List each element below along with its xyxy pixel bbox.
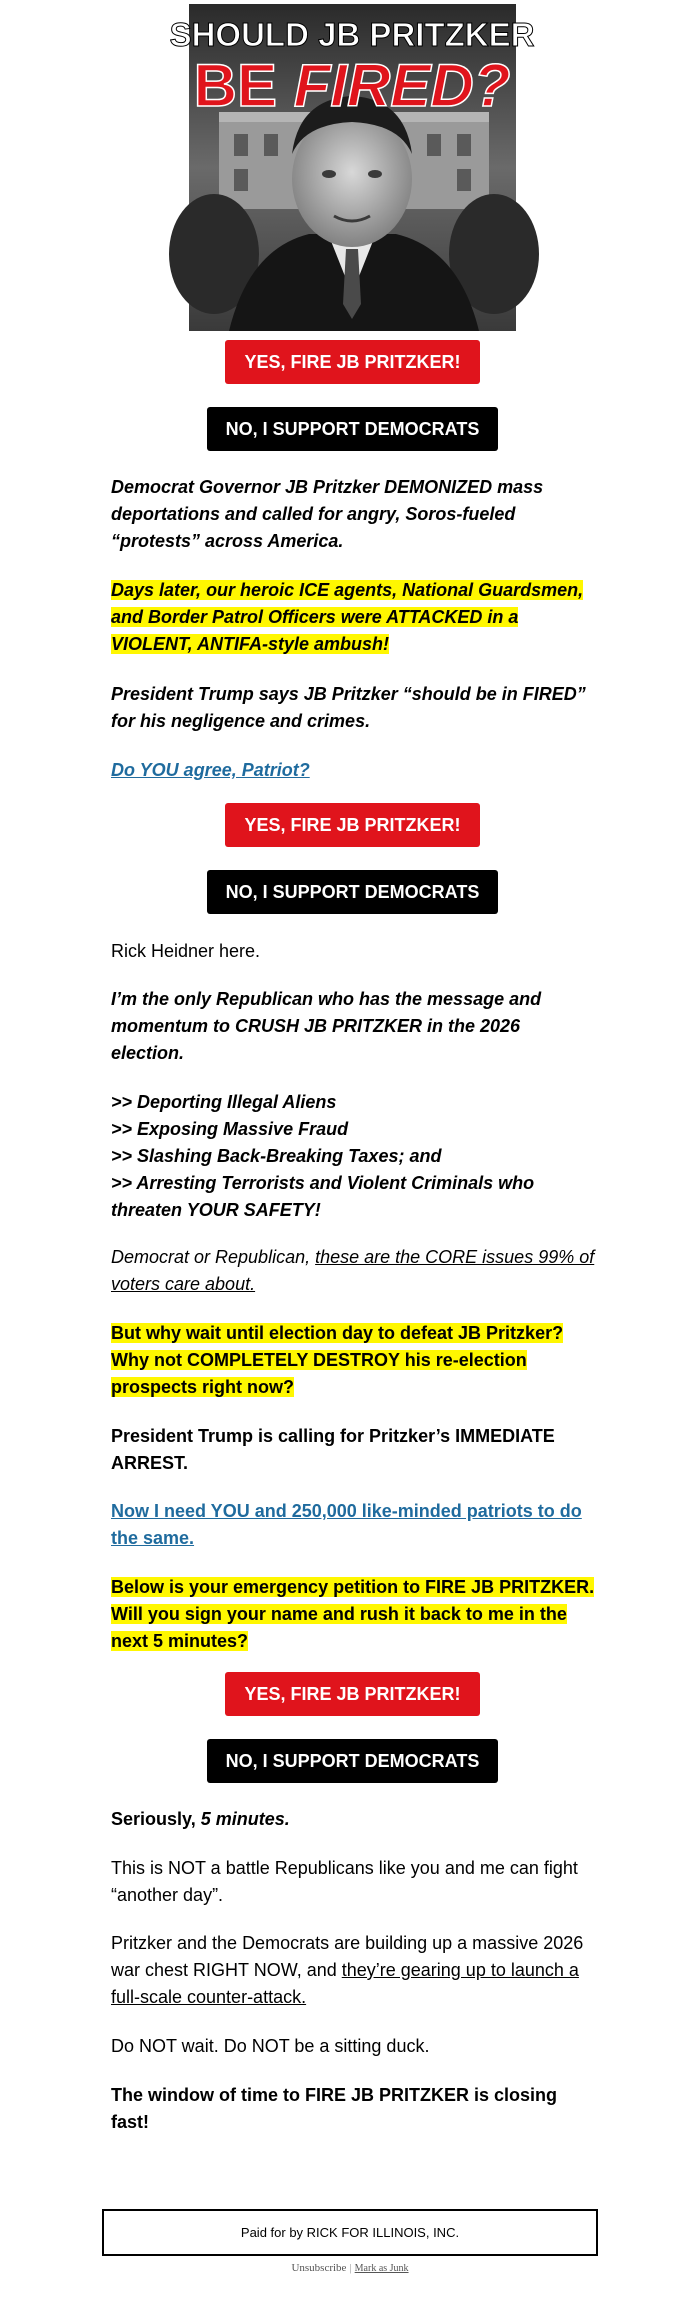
fire-pritzker-button-2[interactable]: YES, FIRE JB PRITZKER! [225, 803, 480, 847]
counter-attack-text: they’re gearing up to launch a full-scale counter-attack. [111, 1960, 579, 2007]
list-item: >> Deporting Illegal Aliens [111, 1092, 337, 1112]
agree-link[interactable]: Do YOU agree, Patriot? [111, 760, 310, 780]
unsubscribe-link[interactable]: Unsubscribe [291, 2262, 347, 2274]
hero-image[interactable] [169, 4, 535, 331]
paragraph-immediate-arrest: President Trump is calling for Pritzker’s IMMEDIATE ARREST. [111, 1426, 555, 1473]
support-democrats-button-1[interactable]: NO, I SUPPORT DEMOCRATS [207, 407, 498, 451]
paragraph-attacked [111, 577, 596, 658]
war-chest-text: Pritzker and the Democrats are building up a massive 2026 war chest RIGHT NOW, and [111, 1933, 584, 1980]
hero-graphic [169, 4, 535, 331]
mark-junk-link[interactable]: Mark as Junk [354, 2263, 409, 2274]
highlight-why-wait: But why wait until election day to defeat JB Pritzker? Why not COMPLETELY DESTROY his re-election prospects right now? [111, 1323, 564, 1397]
paragraph-petition [111, 1574, 596, 1655]
five-minutes-text: 5 minutes. [200, 1809, 290, 1829]
paragraph-seriously [111, 1806, 596, 1833]
paragraph-core-issues [111, 1244, 596, 1298]
hero-fired-text: FIRED? [293, 52, 511, 119]
core-issues-prefix: Democrat or Republican, [111, 1247, 316, 1267]
paragraph-trump-says: President Trump says JB Pritzker “should be in FIRED” for his negligence and crimes. [111, 684, 586, 731]
footer-separator: | [349, 2262, 352, 2274]
fire-pritzker-button-3[interactable]: YES, FIRE JB PRITZKER! [225, 1672, 480, 1716]
core-issues-underlined: these are the CORE issues 99% of voters care about. [111, 1247, 595, 1294]
highlight-attacked: Days later, our heroic ICE agents, National Guardsmen, and Border Patrol Officers were ATTACKED in a VIOLENT, ANTIFA-style ambush! [111, 580, 584, 654]
support-democrats-button-2[interactable]: NO, I SUPPORT DEMOCRATS [207, 870, 498, 914]
svg-text:BE FIRED? [194, 52, 511, 119]
paragraph-agree [111, 757, 596, 784]
support-democrats-button-3[interactable]: NO, I SUPPORT DEMOCRATS [207, 1739, 498, 1783]
list-item: >> Exposing Massive Fraud [111, 1119, 349, 1139]
highlight-petition: Below is your emergency petition to FIRE JB PRITZKER. Will you sign your name and rush it back to me in the next 5 minutes? [111, 1577, 595, 1651]
paid-for-disclaimer [102, 2209, 598, 2256]
paid-for-text: Paid for by RICK FOR ILLINOIS, INC. [240, 2225, 460, 2240]
issues-list [111, 1089, 596, 1224]
paragraph-window-closing: The window of time to FIRE JB PRITZKER is closing fast! [111, 2085, 558, 2132]
paragraph-not-a-battle: This is NOT a battle Republicans like you and me can fight “another day”. [111, 1858, 578, 1905]
list-item: >> Slashing Back-Breaking Taxes; and [111, 1146, 442, 1166]
footer-links [0, 2262, 700, 2274]
hero-line1: SHOULD JB PRITZKER [169, 16, 535, 53]
paragraph-why-wait [111, 1320, 596, 1401]
seriously-text: Seriously, [111, 1809, 201, 1829]
patriots-link[interactable]: Now I need YOU and 250,000 like-minded patriots to do the same. [111, 1501, 582, 1548]
paragraph-war-chest [111, 1930, 596, 2011]
list-item: >> Arresting Terrorists and Violent Criminals who threaten YOUR SAFETY! [111, 1173, 535, 1220]
paragraph-intro: Rick Heidner here. [111, 941, 261, 961]
hero-be-text: BE [193, 52, 278, 119]
paragraph-demonized: Democrat Governor JB Pritzker DEMONIZED mass deportations and called for angry, Soros-fueled “protests” across America. [111, 477, 544, 551]
fire-pritzker-button-1[interactable]: YES, FIRE JB PRITZKER! [225, 340, 480, 384]
paragraph-only-republican: I’m the only Republican who has the message and momentum to CRUSH JB PRITZKER in the 2026 election. [111, 989, 542, 1063]
paragraph-patriots [111, 1498, 596, 1552]
paragraph-do-not-wait: Do NOT wait. Do NOT be a sitting duck. [111, 2036, 430, 2056]
